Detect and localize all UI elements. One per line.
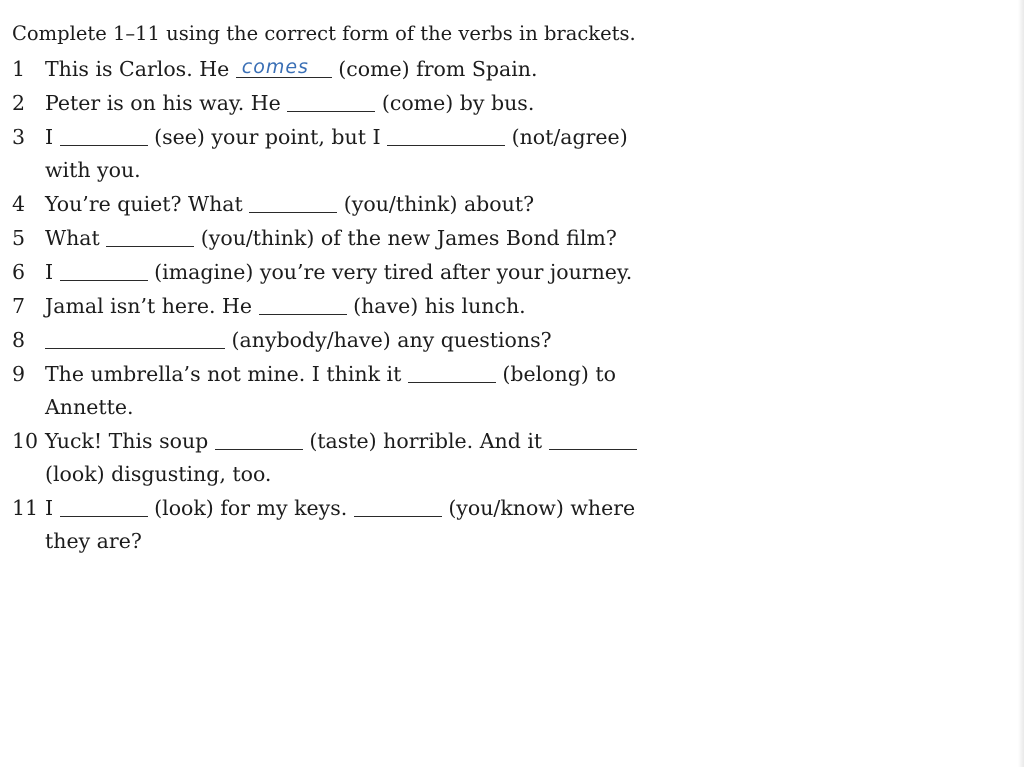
answer-blank[interactable] <box>259 294 347 315</box>
item-text: (you/think) of the new James Bond film? <box>194 226 617 250</box>
exercise-item-6 <box>12 255 672 289</box>
item-number: 7 <box>12 294 26 318</box>
item-text: What <box>45 226 107 250</box>
item-number: 6 <box>12 260 26 284</box>
answer-blank[interactable] <box>60 260 148 281</box>
item-text: Jamal isn’t here. He <box>45 294 259 318</box>
answer-blank[interactable] <box>215 429 303 450</box>
item-text: (anybody/have) any questions? <box>225 328 552 352</box>
answer-blank[interactable] <box>408 362 496 383</box>
item-text: I <box>45 260 60 284</box>
exercise-item-4 <box>12 187 672 221</box>
item-number: 10 <box>12 429 39 453</box>
answer-blank[interactable] <box>354 496 442 517</box>
item-continuation: Annette. <box>45 395 134 419</box>
item-number: 9 <box>12 362 26 386</box>
answer-blank[interactable] <box>287 91 375 112</box>
item-text: The umbrella’s not mine. I think it <box>45 362 408 386</box>
item-text: (imagine) you’re very tired after your journey. <box>147 260 633 284</box>
exercise-item-5 <box>12 221 672 255</box>
item-number: 1 <box>12 57 26 81</box>
item-text: I <box>45 496 60 520</box>
item-number: 4 <box>12 192 26 216</box>
item-text: (you/know) where <box>441 496 636 520</box>
exercise-item-2 <box>12 86 672 120</box>
answer-blank[interactable] <box>60 125 148 146</box>
item-text: (look) for my keys. <box>147 496 354 520</box>
item-text: Yuck! This soup <box>45 429 215 453</box>
item-text: You’re quiet? What <box>45 192 250 216</box>
item-text: I <box>45 125 60 149</box>
item-number: 8 <box>12 328 26 352</box>
item-number: 5 <box>12 226 26 250</box>
answer-blank[interactable] <box>549 429 637 450</box>
exercise-item-3 <box>12 120 672 187</box>
item-text: Peter is on his way. He <box>45 91 288 115</box>
answer-blank[interactable] <box>249 192 337 213</box>
item-text: (belong) to <box>495 362 616 386</box>
exercise-item-1 <box>12 52 672 86</box>
answer-blank[interactable] <box>60 496 148 517</box>
item-number: 11 <box>12 496 39 520</box>
exercise-item-7 <box>12 289 672 323</box>
item-text: (taste) horrible. And it <box>302 429 549 453</box>
item-continuation: with you. <box>45 158 141 182</box>
handwritten-answer: comes <box>241 56 309 78</box>
item-text: (come) by bus. <box>375 91 535 115</box>
answer-blank[interactable] <box>387 125 505 146</box>
exercise-item-9 <box>12 357 672 424</box>
answer-blank[interactable] <box>236 57 332 78</box>
item-text: (you/think) about? <box>337 192 535 216</box>
exercise-item-10 <box>12 424 672 491</box>
page-edge-shadow <box>1018 0 1024 767</box>
item-continuation: they are? <box>45 529 142 553</box>
item-number: 2 <box>12 91 26 115</box>
item-number: 3 <box>12 125 26 149</box>
item-text: (not/agree) <box>505 125 628 149</box>
item-text: (come) from Spain. <box>331 57 538 81</box>
item-text: (see) your point, but I <box>147 125 388 149</box>
answer-blank[interactable] <box>45 328 225 349</box>
exercise-instruction: Complete 1–11 using the correct form of the verbs in brackets. <box>12 22 636 45</box>
exercise-item-11 <box>12 491 672 558</box>
exercise-items <box>12 52 672 558</box>
exercise-item-8 <box>12 323 672 357</box>
item-text: This is Carlos. He <box>45 57 236 81</box>
item-continuation: (look) disgusting, too. <box>45 462 272 486</box>
item-text: (have) his lunch. <box>346 294 526 318</box>
answer-blank[interactable] <box>106 226 194 247</box>
exercise <box>12 18 672 558</box>
